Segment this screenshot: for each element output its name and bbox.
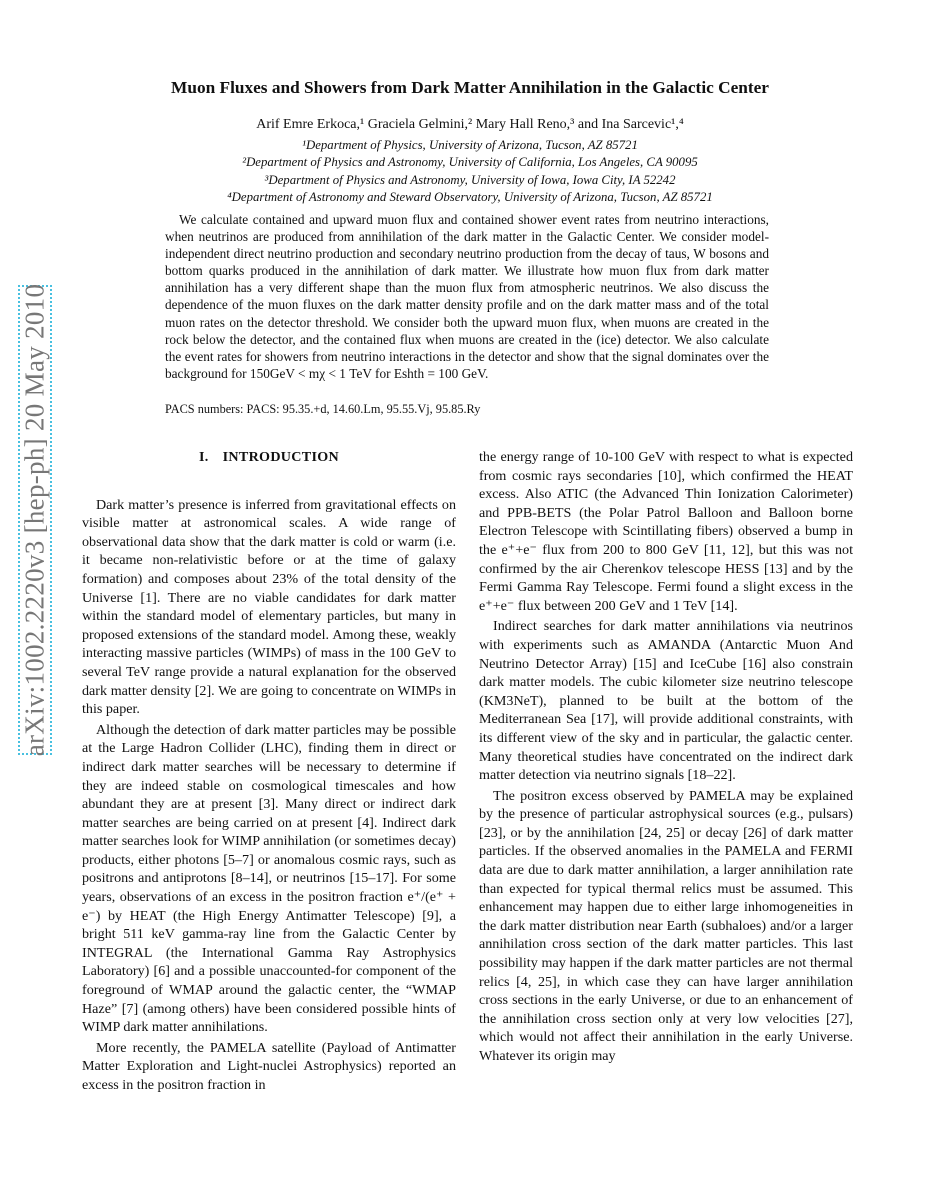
paragraph: Although the detection of dark matter particles may be possible at the Large Hadron Collider (LHC), finding them in direct or indirect dark matter searches will be necessary to determine if they are indeed stable on cosmological timescales and how abundant they are at present [3]. Many direct or indirect dark matter searches are being carried on at present [4]. Indirect dark matter searches look for WIMP annihilation (or sometimes decay) products, either photons [5–7] or anomalous cosmic rays, such as positrons and antiprotons [8–14], or neutrinos [15–17]. For some years, observations of an excess in the positron fraction e⁺/(e⁺ + e⁻) by HEAT (the High Energy Antimatter Telescope) [9], a bright 511 keV gamma-ray line from the Galactic Center by INTEGRAL (the International Gamma Ray Astrophysics Laboratory) [6] and a possible unaccounted-for component of the foreground of WMAP around the galactic center, the “WMAP Haze” [7] (among others) have been considered possible hints of WIMP dark matter annihilations. (82, 721, 456, 1036)
section-heading (82, 448, 456, 467)
arxiv-stamp-text: arXiv:1002.2220v3 [hep-ph] 20 May 2010 (19, 283, 50, 757)
paragraph: the energy range of 10-100 GeV with respect to what is expected from cosmic rays secondaries [10], which confirmed the HEAT excess. Also ATIC (the Advanced Thin Ionization Calorimeter) and PPB-BETS (the Polar Patrol Balloon and Balloon borne Electron Telescope with Scintillating fibers) observed a bump in the e⁺+e⁻ flux from 200 to 800 GeV [11, 12], but this was not confirmed by the air Cherenkov telescope HESS [13] and by the Fermi Gamma Ray Telescope. Fermi found a slight excess in the e⁺+e⁻ flux between 200 GeV and 1 TeV [14]. (479, 449, 853, 614)
left-column (82, 448, 456, 1097)
affiliation: ³Department of Physics and Astronomy, University of Iowa, Iowa City, IA 52242 (264, 172, 676, 187)
affiliation: ¹Department of Physics, University of Arizona, Tucson, AZ 85721 (302, 138, 638, 152)
right-column (479, 448, 853, 1068)
affiliations (80, 137, 860, 207)
section-number: I. (199, 449, 209, 465)
paragraph: The positron excess observed by PAMELA may be explained by the presence of particular astrophysical sources (e.g., pulsars) [23], or by the annihilation [24, 25] or decay [26] of dark matter particles. If the observed anomalies in the PAMELA and FERMI data are due to dark matter annihilation, a larger annihilation rate than expected for typical thermal relics must be assumed. This enhancement may happen due to either large inhomogeneities in the dark matter distribution near Earth (subhaloes) and/or a larger annihilation cross section of the dark matter particles. This last possibility may happen if the dark matter particles are not thermal relics [4, 25], in which case they can have larger annihilation cross sections in the early Universe, or due to an enhancement of the annihilation cross section only at very low velocities [27], which would not affect their annihilation in the early Universe. Whatever its origin may (479, 787, 853, 1064)
author-list: Arif Emre Erkoca,¹ Graciela Gelmini,² Mary Hall Reno,³ and Ina Sarcevic¹,⁴ (256, 117, 684, 132)
paper-title: Muon Fluxes and Showers from Dark Matter Annihilation in the Galactic Center (171, 78, 769, 97)
affiliation: ²Department of Physics and Astronomy, University of California, Los Angeles, CA 90095 (242, 155, 698, 170)
affiliation: ⁴Department of Astronomy and Steward Observatory, University of Arizona, Tucson, AZ 85721 (227, 190, 713, 205)
paragraph: Indirect searches for dark matter annihilations via neutrinos with experiments such as AMANDA (Antarctic Muon And Neutrino Detector Array) [15] and IceCube [16] also constrain dark matter models. The cubic kilometer size neutrino telescope (KM3NeT), planned to be built at the bottom of the Mediterranean Sea [17], will provide additional constraints, with its different view of the sky and in particular, the galactic center. Many theoretical studies have concentrated on the indirect dark matter detection via neutrino signals [18–22]. (479, 618, 853, 784)
abstract: We calculate contained and upward muon flux and contained shower event rates from neutrino interactions, when neutrinos are produced from annihilation of the dark matter in the Galactic Center. We consider model-independent direct neutrino production and secondary neutrino production from the decay of taus, W bosons and bottom quarks produced in the annihilation of dark matter. We illustrate how muon flux from dark matter annihilation has a very different shape than the muon flux from atmospheric neutrinos. We also discuss the dependence of the muon fluxes on the dark matter density profile and on the dark matter mass and of the total muon rates on the detector threshold. We consider both the upward muon flux, when muons are created in the rock below the detector, and the contained flux when muons are created in the (ice) detector. We also calculate the event rates for showers from neutrino interactions in the detector and show that the signal dominates over the background for 150GeV < mχ < 1 TeV for Eshth = 100 GeV. (165, 212, 769, 381)
paragraph: Dark matter’s presence is inferred from gravitational effects on visible matter at astronomical scales. A wide range of observational data show that the dark matter is cold or warm (i.e. it became non-relativistic before or at the time of galaxy formation) and composes about 23% of the total density of the Universe [1]. There are no viable candidates for dark matter within the standard model of elementary particles, but many in proposed extensions of the standard model. Among these, weakly interacting massive particles (WIMPs) of mass in the 100 GeV to several TeV range provide a natural explanation for the observed dark matter density [2]. We are going to concentrate on WIMPs in this paper. (82, 496, 456, 718)
section-title: INTRODUCTION (222, 449, 339, 465)
pacs-numbers: PACS numbers: PACS: 95.35.+d, 14.60.Lm, 95.55.Vj, 95.85.Ry (165, 402, 481, 416)
arxiv-stamp (18, 285, 52, 755)
paragraph: More recently, the PAMELA satellite (Payload of Antimatter Matter Exploration and Light-nuclei Astrophysics) reported an excess in the positron fraction in (82, 1039, 456, 1093)
